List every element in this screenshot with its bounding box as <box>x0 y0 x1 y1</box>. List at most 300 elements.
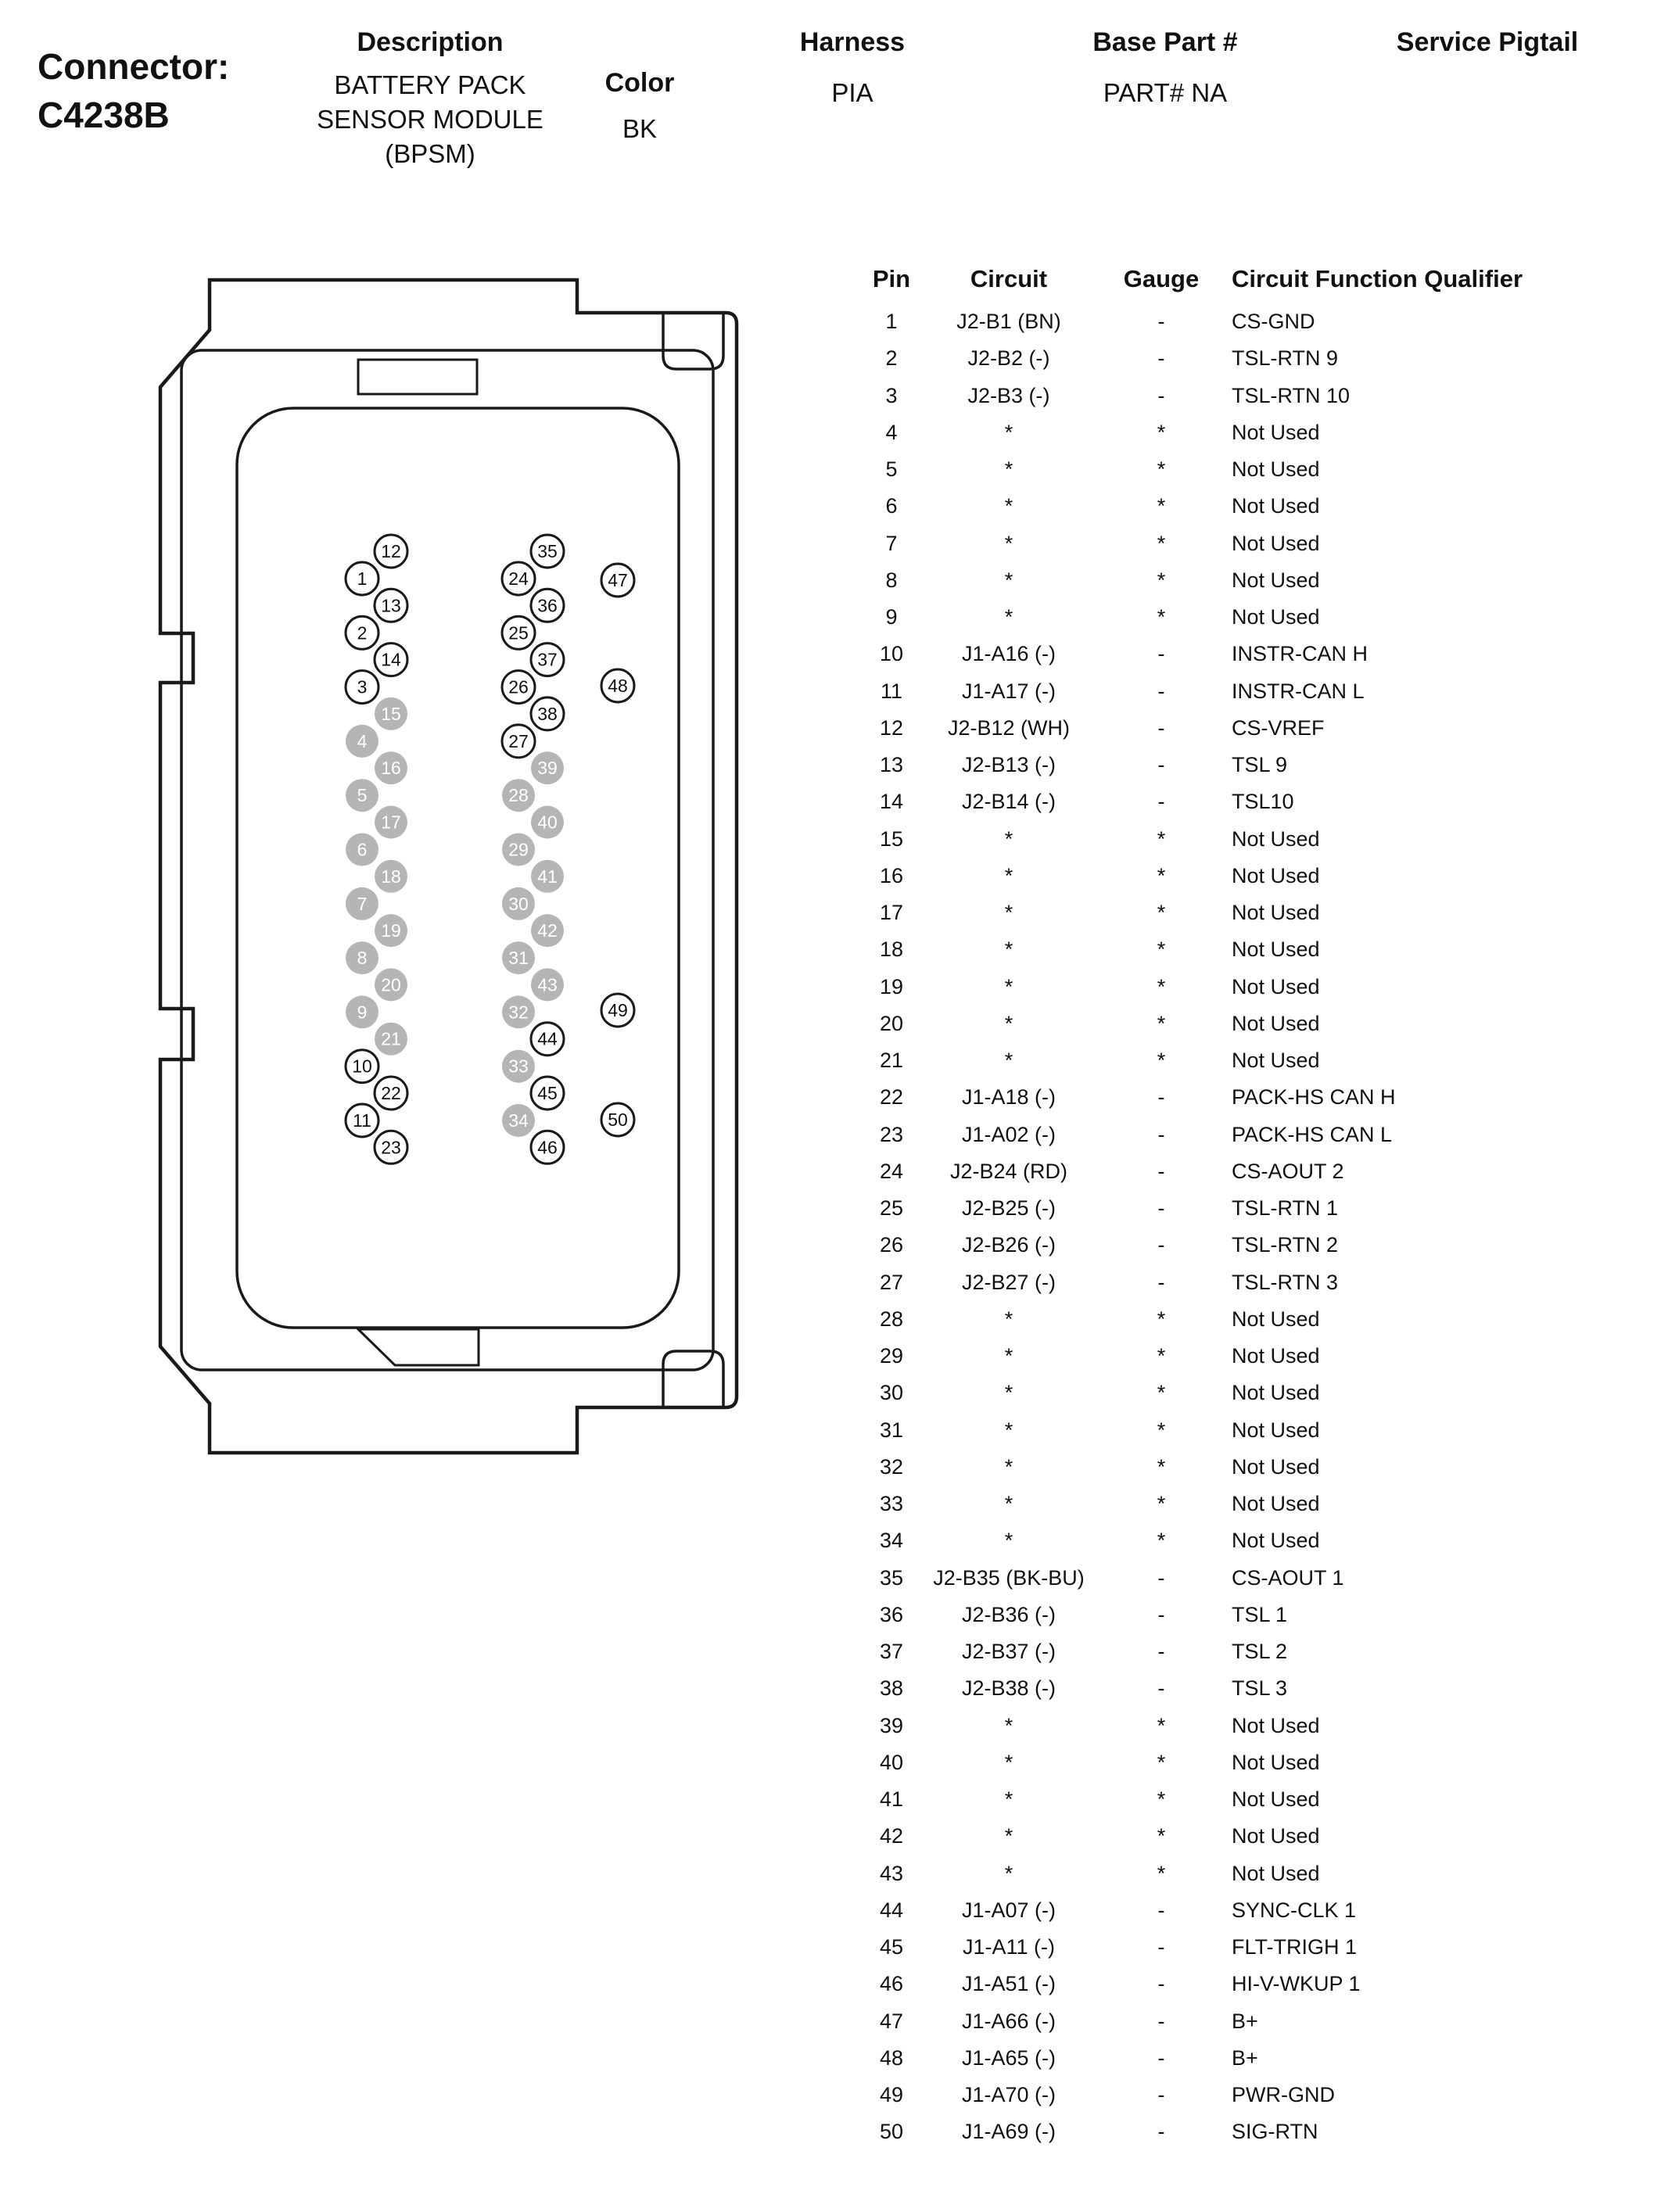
function-cell: PWR-GND <box>1232 2083 1335 2107</box>
circuit-cell: J2-B26 (-) <box>961 1233 1056 1257</box>
gauge-cell: - <box>1157 1972 1165 1996</box>
circuit-cell: * <box>1004 420 1013 444</box>
pin-number-cell: 8 <box>885 568 898 592</box>
svg-text:50: 50 <box>608 1110 628 1130</box>
svg-text:33: 33 <box>508 1056 529 1077</box>
pin-number-cell: 19 <box>879 974 904 998</box>
pin-number-cell: 21 <box>879 1049 904 1073</box>
function-cell: HI-V-WKUP 1 <box>1232 1972 1361 1996</box>
pin-number-cell: 40 <box>879 1750 904 1774</box>
circuit-cell: * <box>1004 1824 1013 1848</box>
pin-number-cell: 44 <box>879 1898 904 1922</box>
pin-number-cell: 35 <box>879 1565 904 1590</box>
pin-35 <box>531 535 564 568</box>
svg-text:16: 16 <box>381 758 401 779</box>
color-value: BK <box>622 114 658 144</box>
circuit-cell: J2-B35 (BK-BU) <box>933 1565 1085 1590</box>
svg-text:7: 7 <box>357 893 368 914</box>
circuit-cell: * <box>1004 1861 1013 1885</box>
circuit-cell: J2-B14 (-) <box>961 790 1056 814</box>
pin-row <box>856 340 1668 377</box>
pin-number-cell: 37 <box>879 1640 904 1664</box>
function-cell: Not Used <box>1232 901 1320 925</box>
pin-number-cell: 36 <box>879 1602 904 1626</box>
pin-11 <box>346 1104 378 1137</box>
connector-diagram <box>117 258 790 1478</box>
pin-number-cell: 46 <box>879 1972 904 1996</box>
function-cell: Not Used <box>1232 568 1320 592</box>
svg-text:14: 14 <box>381 649 401 670</box>
pin-number-cell: 4 <box>885 420 898 444</box>
gauge-cell: - <box>1157 1565 1165 1590</box>
svg-text:47: 47 <box>608 570 628 590</box>
pin-number-cell: 32 <box>879 1454 904 1479</box>
function-cell: Not Used <box>1232 974 1320 998</box>
pin-17 <box>375 806 407 839</box>
function-cell: Not Used <box>1232 1492 1320 1516</box>
circuit-cell: * <box>1004 1381 1013 1405</box>
pin-number-cell: 18 <box>879 938 904 962</box>
pin-row <box>856 1227 1668 1264</box>
gauge-cell: * <box>1157 457 1166 482</box>
pin-13 <box>375 589 407 622</box>
circuit-cell: J1-A07 (-) <box>961 1898 1056 1922</box>
svg-text:37: 37 <box>537 649 558 670</box>
pin-row <box>856 1522 1668 1559</box>
circuit-cell: * <box>1004 1750 1013 1774</box>
circuit-cell: J2-B12 (WH) <box>947 715 1070 740</box>
pin-48 <box>601 669 634 702</box>
function-cell: Not Used <box>1232 826 1320 851</box>
circuit-cell: J1-A65 (-) <box>961 2045 1056 2070</box>
description-value-line-1: BATTERY PACK <box>334 70 526 100</box>
pin-39 <box>531 751 564 784</box>
gauge-cell: * <box>1157 1344 1166 1368</box>
svg-text:39: 39 <box>537 758 558 779</box>
function-cell: Not Used <box>1232 1011 1320 1035</box>
gauge-cell: * <box>1157 938 1166 962</box>
pin-number-cell: 7 <box>885 531 898 555</box>
function-cell: B+ <box>1232 2009 1258 2033</box>
svg-text:38: 38 <box>537 703 558 724</box>
circuit-cell: * <box>1004 863 1013 887</box>
description-column <box>291 28 569 171</box>
pin-row <box>856 1708 1668 1744</box>
pin-34 <box>502 1104 535 1137</box>
gauge-cell: - <box>1157 1676 1165 1701</box>
function-cell: Not Used <box>1232 1529 1320 1553</box>
pin-38 <box>531 697 564 730</box>
pin-number-cell: 1 <box>885 310 898 334</box>
connector-id: C4238B <box>38 95 170 135</box>
pin-row <box>856 931 1668 968</box>
gauge-cell: - <box>1157 1935 1165 1959</box>
pin-number-cell: 24 <box>879 1159 904 1183</box>
gauge-cell: - <box>1157 1640 1165 1664</box>
circuit-cell: J1-A70 (-) <box>961 2083 1056 2107</box>
pin-row <box>856 1301 1668 1338</box>
gauge-cell: - <box>1157 1233 1165 1257</box>
circuit-cell: J2-B27 (-) <box>961 1270 1056 1294</box>
circuit-header: Circuit <box>970 265 1048 292</box>
connector-key-bottom <box>358 1329 479 1365</box>
pin-49 <box>601 994 634 1027</box>
function-cell: TSL 9 <box>1232 753 1288 777</box>
gauge-cell: * <box>1157 1049 1166 1073</box>
pin-number-cell: 48 <box>879 2045 904 2070</box>
pin-number-cell: 28 <box>879 1307 904 1331</box>
gauge-cell: * <box>1157 420 1166 444</box>
circuit-cell: * <box>1004 938 1013 962</box>
pin-number-cell: 5 <box>885 457 898 482</box>
pin-table <box>856 258 1668 2151</box>
pin-50 <box>601 1103 634 1136</box>
pin-18 <box>375 860 407 893</box>
gauge-cell: - <box>1157 1602 1165 1626</box>
pin-row <box>856 1486 1668 1522</box>
gauge-cell: - <box>1157 346 1165 371</box>
circuit-cell: J1-A17 (-) <box>961 679 1056 703</box>
pin-row <box>856 821 1668 858</box>
gauge-cell: * <box>1157 1418 1166 1442</box>
gauge-cell: * <box>1157 1529 1166 1553</box>
function-cell: TSL 3 <box>1232 1676 1288 1701</box>
svg-text:43: 43 <box>537 974 558 995</box>
pin-5 <box>346 779 378 812</box>
circuit-cell: * <box>1004 826 1013 851</box>
function-cell: INSTR-CAN L <box>1232 679 1365 703</box>
pin-row <box>856 1449 1668 1486</box>
pin-number-cell: 50 <box>879 2120 904 2144</box>
pin-row <box>856 783 1668 820</box>
circuit-cell: J2-B38 (-) <box>961 1676 1056 1701</box>
svg-text:17: 17 <box>381 812 401 833</box>
function-cell: TSL 1 <box>1232 1602 1288 1626</box>
function-cell: Not Used <box>1232 1344 1320 1368</box>
function-cell: Not Used <box>1232 494 1320 518</box>
circuit-cell: J2-B2 (-) <box>967 346 1050 371</box>
pin-row <box>856 1042 1668 1079</box>
gauge-cell: - <box>1157 1898 1165 1922</box>
function-cell: Not Used <box>1232 1824 1320 1848</box>
pin-row <box>856 1117 1668 1153</box>
pin-21 <box>375 1023 407 1056</box>
function-cell: Not Used <box>1232 1418 1320 1442</box>
circuit-cell: * <box>1004 1344 1013 1368</box>
svg-text:41: 41 <box>537 866 558 887</box>
pin-row <box>856 2113 1668 2150</box>
svg-text:32: 32 <box>508 1002 529 1023</box>
pin-10 <box>346 1050 378 1083</box>
circuit-cell: * <box>1004 1529 1013 1553</box>
function-cell: SYNC-CLK 1 <box>1232 1898 1357 1922</box>
svg-text:4: 4 <box>357 730 368 751</box>
svg-text:36: 36 <box>537 595 558 616</box>
gauge-cell: - <box>1157 790 1165 814</box>
base-part-value: PART# NA <box>1103 78 1228 108</box>
function-cell: Not Used <box>1232 1713 1320 1737</box>
pin-row <box>856 1855 1668 1892</box>
gauge-cell: - <box>1157 2045 1165 2070</box>
pin-32 <box>502 995 535 1028</box>
gauge-cell: * <box>1157 1861 1166 1885</box>
circuit-cell: * <box>1004 901 1013 925</box>
pin-4 <box>346 725 378 758</box>
circuit-cell: * <box>1004 1787 1013 1812</box>
gauge-cell: * <box>1157 974 1166 998</box>
color-label: Color <box>604 68 675 98</box>
function-cell: B+ <box>1232 2045 1258 2070</box>
pin-number-cell: 2 <box>885 346 898 371</box>
gauge-cell: * <box>1157 901 1166 925</box>
svg-text:28: 28 <box>508 785 529 806</box>
pin-3 <box>346 671 378 704</box>
svg-text:40: 40 <box>537 812 558 833</box>
svg-text:29: 29 <box>508 839 529 860</box>
function-cell: TSL-RTN 3 <box>1232 1270 1339 1294</box>
pin-14 <box>375 644 407 676</box>
description-label: Description <box>357 27 504 57</box>
gauge-cell: - <box>1157 2083 1165 2107</box>
gauge-cell: * <box>1157 568 1166 592</box>
gauge-cell: * <box>1157 1381 1166 1405</box>
gauge-cell: * <box>1157 826 1166 851</box>
pin-number-cell: 34 <box>879 1529 904 1553</box>
svg-text:25: 25 <box>508 622 529 644</box>
function-cell: Not Used <box>1232 863 1320 887</box>
pin-row <box>856 1190 1668 1227</box>
pin-25 <box>502 616 535 649</box>
gauge-cell: * <box>1157 863 1166 887</box>
function-cell: INSTR-CAN H <box>1232 642 1368 666</box>
svg-text:23: 23 <box>381 1137 401 1158</box>
circuit-cell: * <box>1004 531 1013 555</box>
pin-22 <box>375 1077 407 1110</box>
circuit-cell: J2-B37 (-) <box>961 1640 1056 1664</box>
gauge-cell: * <box>1157 1454 1166 1479</box>
svg-text:10: 10 <box>352 1056 372 1077</box>
pin-2 <box>346 616 378 649</box>
circuit-cell: J2-B1 (BN) <box>956 310 1061 334</box>
function-cell: SIG-RTN <box>1232 2120 1318 2144</box>
circuit-cell: J2-B24 (RD) <box>949 1159 1068 1183</box>
svg-text:5: 5 <box>357 785 368 806</box>
function-cell: CS-GND <box>1232 310 1315 334</box>
harness-column <box>786 28 919 110</box>
function-cell: PACK-HS CAN L <box>1232 1122 1393 1146</box>
svg-text:24: 24 <box>508 568 529 589</box>
pin-number-cell: 45 <box>879 1935 904 1959</box>
gauge-cell: * <box>1157 1750 1166 1774</box>
gauge-cell: * <box>1157 1307 1166 1331</box>
pin-number-cell: 16 <box>879 863 904 887</box>
function-cell: Not Used <box>1232 1750 1320 1774</box>
function-cell: Not Used <box>1232 938 1320 962</box>
circuit-cell: * <box>1004 457 1013 482</box>
pin-number-cell: 33 <box>879 1492 904 1516</box>
circuit-cell: J1-A02 (-) <box>961 1122 1056 1146</box>
function-cell: Not Used <box>1232 1454 1320 1479</box>
function-cell: CS-VREF <box>1232 715 1325 740</box>
svg-text:19: 19 <box>381 920 401 941</box>
pin-9 <box>346 995 378 1028</box>
svg-text:11: 11 <box>353 1110 371 1131</box>
circuit-cell: J1-A16 (-) <box>961 642 1056 666</box>
circuit-cell: J2-B36 (-) <box>961 1602 1056 1626</box>
svg-text:12: 12 <box>381 541 401 561</box>
gauge-cell: * <box>1157 1713 1166 1737</box>
pin-23 <box>375 1131 407 1163</box>
svg-text:27: 27 <box>508 730 529 751</box>
connector-inner-outline <box>181 350 713 1370</box>
svg-text:26: 26 <box>508 676 529 697</box>
pin-row <box>856 1338 1668 1375</box>
pin-number-cell: 25 <box>879 1196 904 1221</box>
function-cell: Not Used <box>1232 1861 1320 1885</box>
pin-row <box>856 710 1668 747</box>
pin-40 <box>531 806 564 839</box>
gauge-header: Gauge <box>1123 265 1200 292</box>
pin-number-cell: 38 <box>879 1676 904 1701</box>
gauge-cell: - <box>1157 715 1165 740</box>
gauge-cell: - <box>1157 1159 1165 1183</box>
pin-number-cell: 10 <box>879 642 904 666</box>
svg-text:9: 9 <box>357 1002 368 1023</box>
circuit-cell: * <box>1004 1454 1013 1479</box>
function-cell: TSL-RTN 1 <box>1232 1196 1339 1221</box>
function-cell: Not Used <box>1232 605 1320 629</box>
pin-row <box>856 2040 1668 2077</box>
pin-12 <box>375 535 407 568</box>
svg-text:22: 22 <box>381 1083 401 1103</box>
pin-46 <box>531 1131 564 1163</box>
pin-header: Pin <box>872 265 911 292</box>
pin-number-cell: 3 <box>885 383 898 407</box>
pin-43 <box>531 968 564 1001</box>
pin-row <box>856 1412 1668 1449</box>
svg-text:44: 44 <box>537 1028 558 1049</box>
base-part-label: Base Part # <box>1092 27 1238 57</box>
gauge-cell: - <box>1157 1122 1165 1146</box>
pin-26 <box>502 671 535 704</box>
function-cell: TSL 2 <box>1232 1640 1288 1664</box>
pin-36 <box>531 589 564 622</box>
gauge-cell: - <box>1157 679 1165 703</box>
svg-text:20: 20 <box>381 974 401 995</box>
gauge-cell: * <box>1157 1787 1166 1812</box>
pin-8 <box>346 941 378 974</box>
function-cell: CS-AOUT 2 <box>1232 1159 1344 1183</box>
base-part-column <box>1052 28 1279 110</box>
connector-cavity-outline <box>237 408 679 1328</box>
svg-text:8: 8 <box>357 948 368 969</box>
gauge-cell: - <box>1157 1270 1165 1294</box>
pin-19 <box>375 914 407 947</box>
pin-row <box>856 1153 1668 1190</box>
pin-44 <box>531 1023 564 1056</box>
function-cell: Not Used <box>1232 531 1320 555</box>
circuit-cell: J1-A69 (-) <box>961 2120 1056 2144</box>
function-cell: TSL10 <box>1232 790 1294 814</box>
circuit-cell: J2-B25 (-) <box>961 1196 1056 1221</box>
circuit-cell: J1-A18 (-) <box>961 1085 1056 1110</box>
pin-15 <box>375 697 407 730</box>
pin-number-cell: 43 <box>879 1861 904 1885</box>
pin-row <box>856 1929 1668 1966</box>
pin-row <box>856 1375 1668 1411</box>
pin-31 <box>502 941 535 974</box>
pin-1 <box>346 562 378 595</box>
pin-row <box>856 303 1668 340</box>
pin-row <box>856 1597 1668 1633</box>
pin-24 <box>502 562 535 595</box>
pin-16 <box>375 751 407 784</box>
pin-number-cell: 27 <box>879 1270 904 1294</box>
svg-text:42: 42 <box>537 920 558 941</box>
circuit-cell: J1-A66 (-) <box>961 2009 1056 2033</box>
circuit-cell: * <box>1004 494 1013 518</box>
svg-text:21: 21 <box>381 1028 401 1049</box>
pin-30 <box>502 887 535 920</box>
pin-number-cell: 47 <box>879 2009 904 2033</box>
pin-number-cell: 17 <box>879 901 904 925</box>
circuit-cell: J2-B13 (-) <box>961 753 1056 777</box>
pin-row <box>856 562 1668 599</box>
pin-row <box>856 1892 1668 1929</box>
function-cell: TSL-RTN 9 <box>1232 346 1339 371</box>
pin-37 <box>531 644 564 676</box>
pin-row <box>856 1264 1668 1301</box>
svg-text:1: 1 <box>357 568 368 589</box>
pin-29 <box>502 834 535 866</box>
gauge-cell: - <box>1157 753 1165 777</box>
connector-latch-slot-bottom <box>663 1351 723 1407</box>
description-value-line-2: SENSOR MODULE <box>317 105 543 134</box>
pin-row <box>856 599 1668 636</box>
function-cell: Not Used <box>1232 457 1320 482</box>
pin-6 <box>346 834 378 866</box>
circuit-cell: * <box>1004 1713 1013 1737</box>
circuit-cell: * <box>1004 1011 1013 1035</box>
gauge-cell: - <box>1157 383 1165 407</box>
gauge-cell: * <box>1157 1492 1166 1516</box>
svg-text:6: 6 <box>357 839 368 860</box>
service-pigtail-label: Service Pigtail <box>1396 27 1579 57</box>
pin-row <box>856 451 1668 488</box>
service-pigtail-column <box>1362 28 1612 57</box>
pin-number-cell: 9 <box>885 605 898 629</box>
gauge-cell: - <box>1157 2009 1165 2033</box>
pin-row <box>856 747 1668 783</box>
pin-27 <box>502 725 535 758</box>
circuit-cell: * <box>1004 568 1013 592</box>
function-cell: FLT-TRIGH 1 <box>1232 1935 1358 1959</box>
gauge-cell: - <box>1157 2120 1165 2144</box>
pin-number-cell: 29 <box>879 1344 904 1368</box>
function-cell: PACK-HS CAN H <box>1232 1085 1396 1110</box>
pin-number-cell: 13 <box>879 753 904 777</box>
pin-number-cell: 41 <box>879 1787 904 1812</box>
function-cell: CS-AOUT 1 <box>1232 1565 1344 1590</box>
pin-row <box>856 1670 1668 1707</box>
connector-label: Connector: <box>38 46 230 87</box>
function-header: Circuit Function Qualifier <box>1232 265 1523 292</box>
svg-text:3: 3 <box>357 676 368 697</box>
description-value-line-3: (BPSM) <box>385 139 475 169</box>
pin-number-cell: 31 <box>879 1418 904 1442</box>
pin-33 <box>502 1050 535 1083</box>
pin-row <box>856 1079 1668 1116</box>
